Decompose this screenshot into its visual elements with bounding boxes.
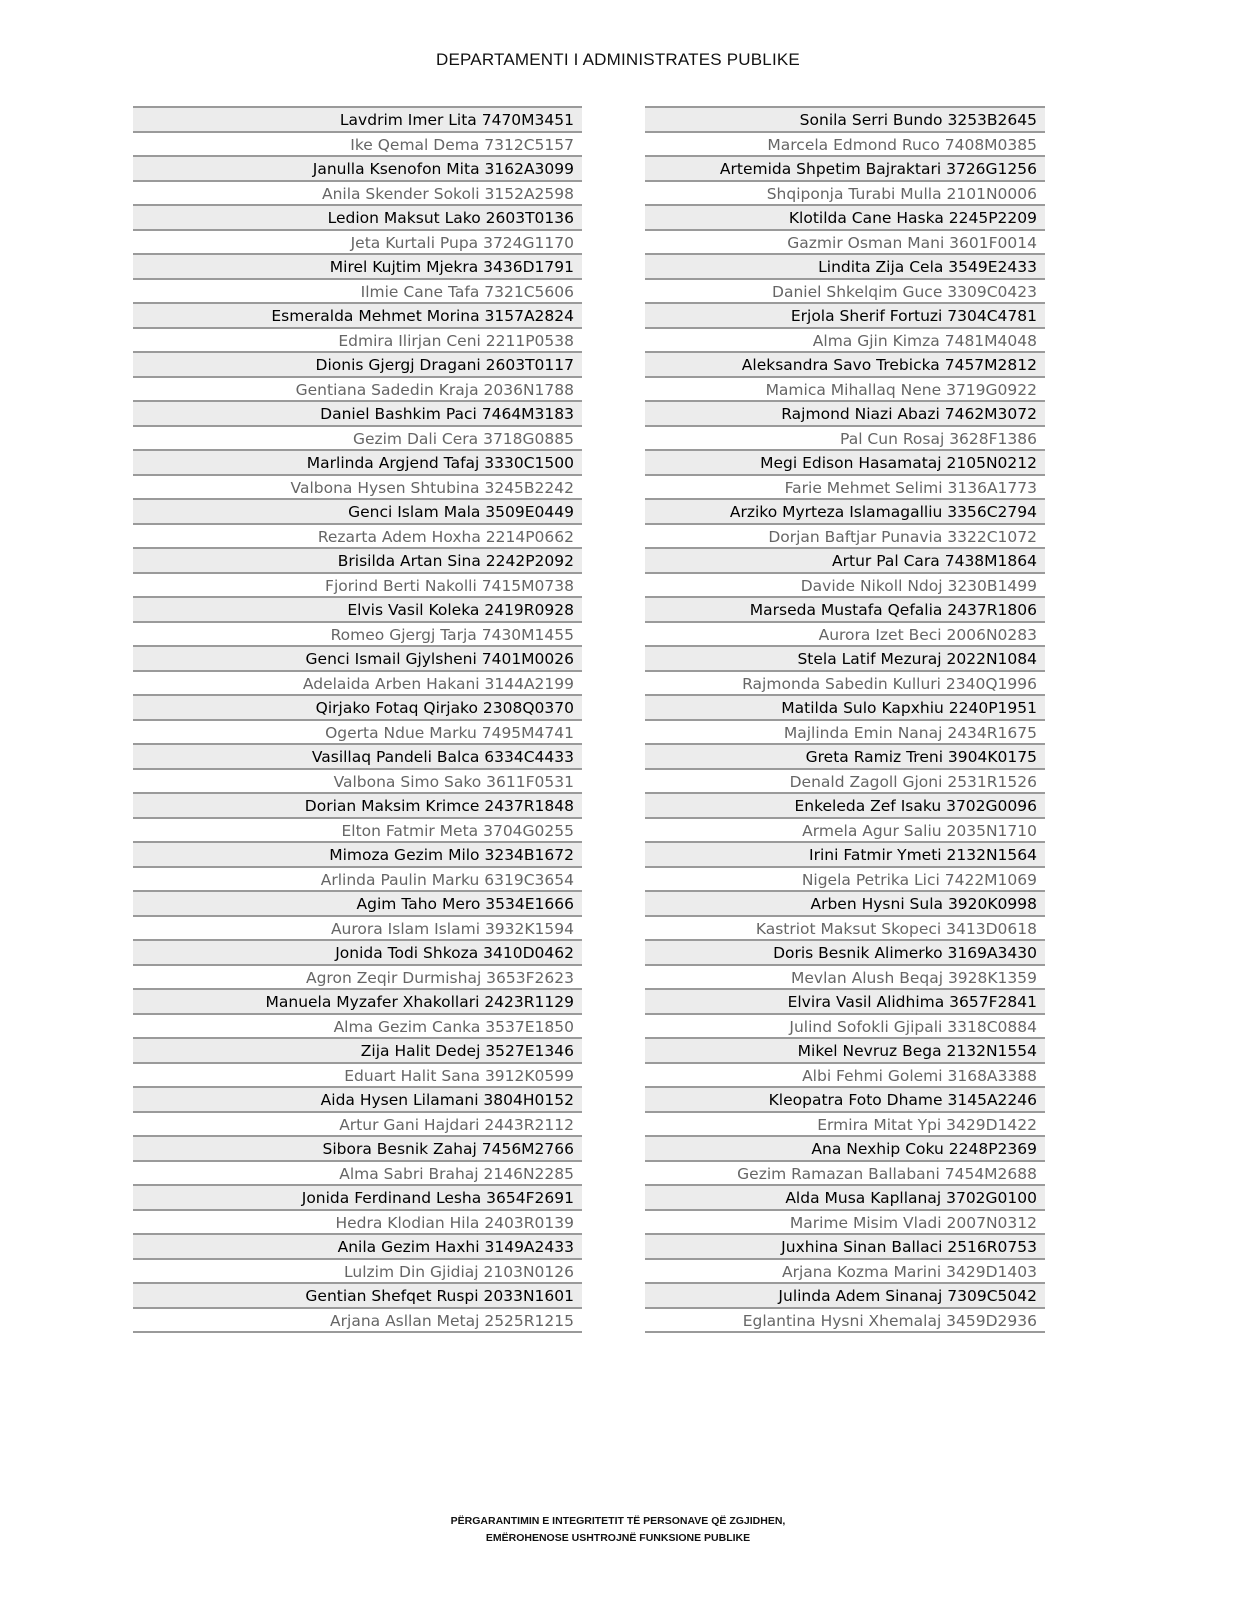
list-item: Mevlan Alush Beqaj 3928K1359	[645, 964, 1045, 989]
list-item: Mirel Kujtim Mjekra 3436D1791	[133, 253, 582, 278]
list-item: Rezarta Adem Hoxha 2214P0662	[133, 523, 582, 548]
list-item: Valbona Hysen Shtubina 3245B2242	[133, 474, 582, 499]
list-item: Alma Gezim Canka 3537E1850	[133, 1013, 582, 1038]
list-item: Marseda Mustafa Qefalia 2437R1806	[645, 596, 1045, 621]
list-item: Gentian Shefqet Ruspi 2033N1601	[133, 1282, 582, 1307]
list-item: Arziko Myrteza Islamagalliu 3356C2794	[645, 498, 1045, 523]
list-item: Edmira Ilirjan Ceni 2211P0538	[133, 327, 582, 352]
list-item: Mamica Mihallaq Nene 3719G0922	[645, 376, 1045, 401]
list-item: Eglantina Hysni Xhemalaj 3459D2936	[645, 1307, 1045, 1332]
list-item: Megi Edison Hasamataj 2105N0212	[645, 449, 1045, 474]
list-item: Hedra Klodian Hila 2403R0139	[133, 1209, 582, 1234]
list-item: Matilda Sulo Kapxhiu 2240P1951	[645, 694, 1045, 719]
list-item: Elvis Vasil Koleka 2419R0928	[133, 596, 582, 621]
list-item: Armela Agur Saliu 2035N1710	[645, 817, 1045, 842]
list-item: Arjana Kozma Marini 3429D1403	[645, 1258, 1045, 1283]
list-item: Aurora Izet Beci 2006N0283	[645, 621, 1045, 646]
list-item: Lindita Zija Cela 3549E2433	[645, 253, 1045, 278]
list-item: Marime Misim Vladi 2007N0312	[645, 1209, 1045, 1234]
left-name-column	[133, 106, 582, 1333]
list-item: Anila Skender Sokoli 3152A2598	[133, 180, 582, 205]
list-item: Sibora Besnik Zahaj 7456M2766	[133, 1135, 582, 1160]
list-item: Kastriot Maksut Skopeci 3413D0618	[645, 915, 1045, 940]
list-item: Marcela Edmond Ruco 7408M0385	[645, 131, 1045, 156]
list-item: Aida Hysen Lilamani 3804H0152	[133, 1086, 582, 1111]
list-item: Irini Fatmir Ymeti 2132N1564	[645, 841, 1045, 866]
list-item: Ermira Mitat Ypi 3429D1422	[645, 1111, 1045, 1136]
list-item: Ike Qemal Dema 7312C5157	[133, 131, 582, 156]
list-item: Gazmir Osman Mani 3601F0014	[645, 229, 1045, 254]
list-item: Alma Gjin Kimza 7481M4048	[645, 327, 1045, 352]
list-item: Arben Hysni Sula 3920K0998	[645, 890, 1045, 915]
list-item: Sonila Serri Bundo 3253B2645	[645, 106, 1045, 131]
list-item: Daniel Shkelqim Guce 3309C0423	[645, 278, 1045, 303]
list-item: Ogerta Ndue Marku 7495M4741	[133, 719, 582, 744]
list-item: Nigela Petrika Lici 7422M1069	[645, 866, 1045, 891]
list-item: Ilmie Cane Tafa 7321C5606	[133, 278, 582, 303]
list-item: Gezim Dali Cera 3718G0885	[133, 425, 582, 450]
list-item: Denald Zagoll Gjoni 2531R1526	[645, 768, 1045, 793]
list-item: Gezim Ramazan Ballabani 7454M2688	[645, 1160, 1045, 1185]
list-item: Rajmond Niazi Abazi 7462M3072	[645, 400, 1045, 425]
list-item: Aleksandra Savo Trebicka 7457M2812	[645, 351, 1045, 376]
list-item: Agim Taho Mero 3534E1666	[133, 890, 582, 915]
page-title: DEPARTAMENTI I ADMINISTRATES PUBLIKE	[436, 50, 800, 69]
list-item: Esmeralda Mehmet Morina 3157A2824	[133, 302, 582, 327]
list-item: Genci Ismail Gjylsheni 7401M0026	[133, 645, 582, 670]
list-item: Fjorind Berti Nakolli 7415M0738	[133, 572, 582, 597]
list-item: Stela Latif Mezuraj 2022N1084	[645, 645, 1045, 670]
right-name-column	[645, 106, 1045, 1333]
list-item: Arjana Asllan Metaj 2525R1215	[133, 1307, 582, 1332]
list-item: Alma Sabri Brahaj 2146N2285	[133, 1160, 582, 1185]
list-item: Zija Halit Dedej 3527E1346	[133, 1037, 582, 1062]
list-item: Jeta Kurtali Pupa 3724G1170	[133, 229, 582, 254]
list-item: Janulla Ksenofon Mita 3162A3099	[133, 155, 582, 180]
list-item: Aurora Islam Islami 3932K1594	[133, 915, 582, 940]
list-item: Juxhina Sinan Ballaci 2516R0753	[645, 1233, 1045, 1258]
list-item: Eduart Halit Sana 3912K0599	[133, 1062, 582, 1087]
list-item: Mimoza Gezim Milo 3234B1672	[133, 841, 582, 866]
list-item: Majlinda Emin Nanaj 2434R1675	[645, 719, 1045, 744]
list-item: Qirjako Fotaq Qirjako 2308Q0370	[133, 694, 582, 719]
list-item: Farie Mehmet Selimi 3136A1773	[645, 474, 1045, 499]
list-item: Agron Zeqir Durmishaj 3653F2623	[133, 964, 582, 989]
list-item: Artur Pal Cara 7438M1864	[645, 547, 1045, 572]
list-item: Lulzim Din Gjidiaj 2103N0126	[133, 1258, 582, 1283]
list-item: Romeo Gjergj Tarja 7430M1455	[133, 621, 582, 646]
list-item: Klotilda Cane Haska 2245P2209	[645, 204, 1045, 229]
list-item: Mikel Nevruz Bega 2132N1554	[645, 1037, 1045, 1062]
list-item: Arlinda Paulin Marku 6319C3654	[133, 866, 582, 891]
list-item: Albi Fehmi Golemi 3168A3388	[645, 1062, 1045, 1087]
list-item: Ana Nexhip Coku 2248P2369	[645, 1135, 1045, 1160]
list-item: Rajmonda Sabedin Kulluri 2340Q1996	[645, 670, 1045, 695]
list-item: Dorjan Baftjar Punavia 3322C1072	[645, 523, 1045, 548]
list-item: Kleopatra Foto Dhame 3145A2246	[645, 1086, 1045, 1111]
list-item: Jonida Todi Shkoza 3410D0462	[133, 939, 582, 964]
list-item: Elvira Vasil Alidhima 3657F2841	[645, 988, 1045, 1013]
footer-line-1: PËRGARANTIMIN E INTEGRITETIT TË PERSONAVE QË ZGJIDHEN,	[450, 1515, 786, 1527]
list-item: Erjola Sherif Fortuzi 7304C4781	[645, 302, 1045, 327]
list-item: Artur Gani Hajdari 2443R2112	[133, 1111, 582, 1136]
footer	[0, 1513, 1236, 1547]
list-item: Doris Besnik Alimerko 3169A3430	[645, 939, 1045, 964]
list-item: Marlinda Argjend Tafaj 3330C1500	[133, 449, 582, 474]
list-item: Lavdrim Imer Lita 7470M3451	[133, 106, 582, 131]
list-item: Alda Musa Kapllanaj 3702G0100	[645, 1184, 1045, 1209]
list-item: Vasillaq Pandeli Balca 6334C4433	[133, 743, 582, 768]
list-item: Enkeleda Zef Isaku 3702G0096	[645, 792, 1045, 817]
list-item: Elton Fatmir Meta 3704G0255	[133, 817, 582, 842]
list-item: Ledion Maksut Lako 2603T0136	[133, 204, 582, 229]
footer-line-2: EMËROHENOSE USHTROJNË FUNKSIONE PUBLIKE	[485, 1532, 751, 1544]
list-item: Brisilda Artan Sina 2242P2092	[133, 547, 582, 572]
list-item: Valbona Simo Sako 3611F0531	[133, 768, 582, 793]
list-item: Julind Sofokli Gjipali 3318C0884	[645, 1013, 1045, 1038]
list-item: Adelaida Arben Hakani 3144A2199	[133, 670, 582, 695]
list-item: Shqiponja Turabi Mulla 2101N0006	[645, 180, 1045, 205]
list-item: Pal Cun Rosaj 3628F1386	[645, 425, 1045, 450]
list-item: Daniel Bashkim Paci 7464M3183	[133, 400, 582, 425]
list-item: Jonida Ferdinand Lesha 3654F2691	[133, 1184, 582, 1209]
list-item: Dionis Gjergj Dragani 2603T0117	[133, 351, 582, 376]
list-item: Gentiana Sadedin Kraja 2036N1788	[133, 376, 582, 401]
list-item: Artemida Shpetim Bajraktari 3726G1256	[645, 155, 1045, 180]
list-item: Genci Islam Mala 3509E0449	[133, 498, 582, 523]
list-item: Dorian Maksim Krimce 2437R1848	[133, 792, 582, 817]
list-item: Manuela Myzafer Xhakollari 2423R1129	[133, 988, 582, 1013]
list-item: Greta Ramiz Treni 3904K0175	[645, 743, 1045, 768]
list-item: Anila Gezim Haxhi 3149A2433	[133, 1233, 582, 1258]
list-item: Davide Nikoll Ndoj 3230B1499	[645, 572, 1045, 597]
list-item: Julinda Adem Sinanaj 7309C5042	[645, 1282, 1045, 1307]
